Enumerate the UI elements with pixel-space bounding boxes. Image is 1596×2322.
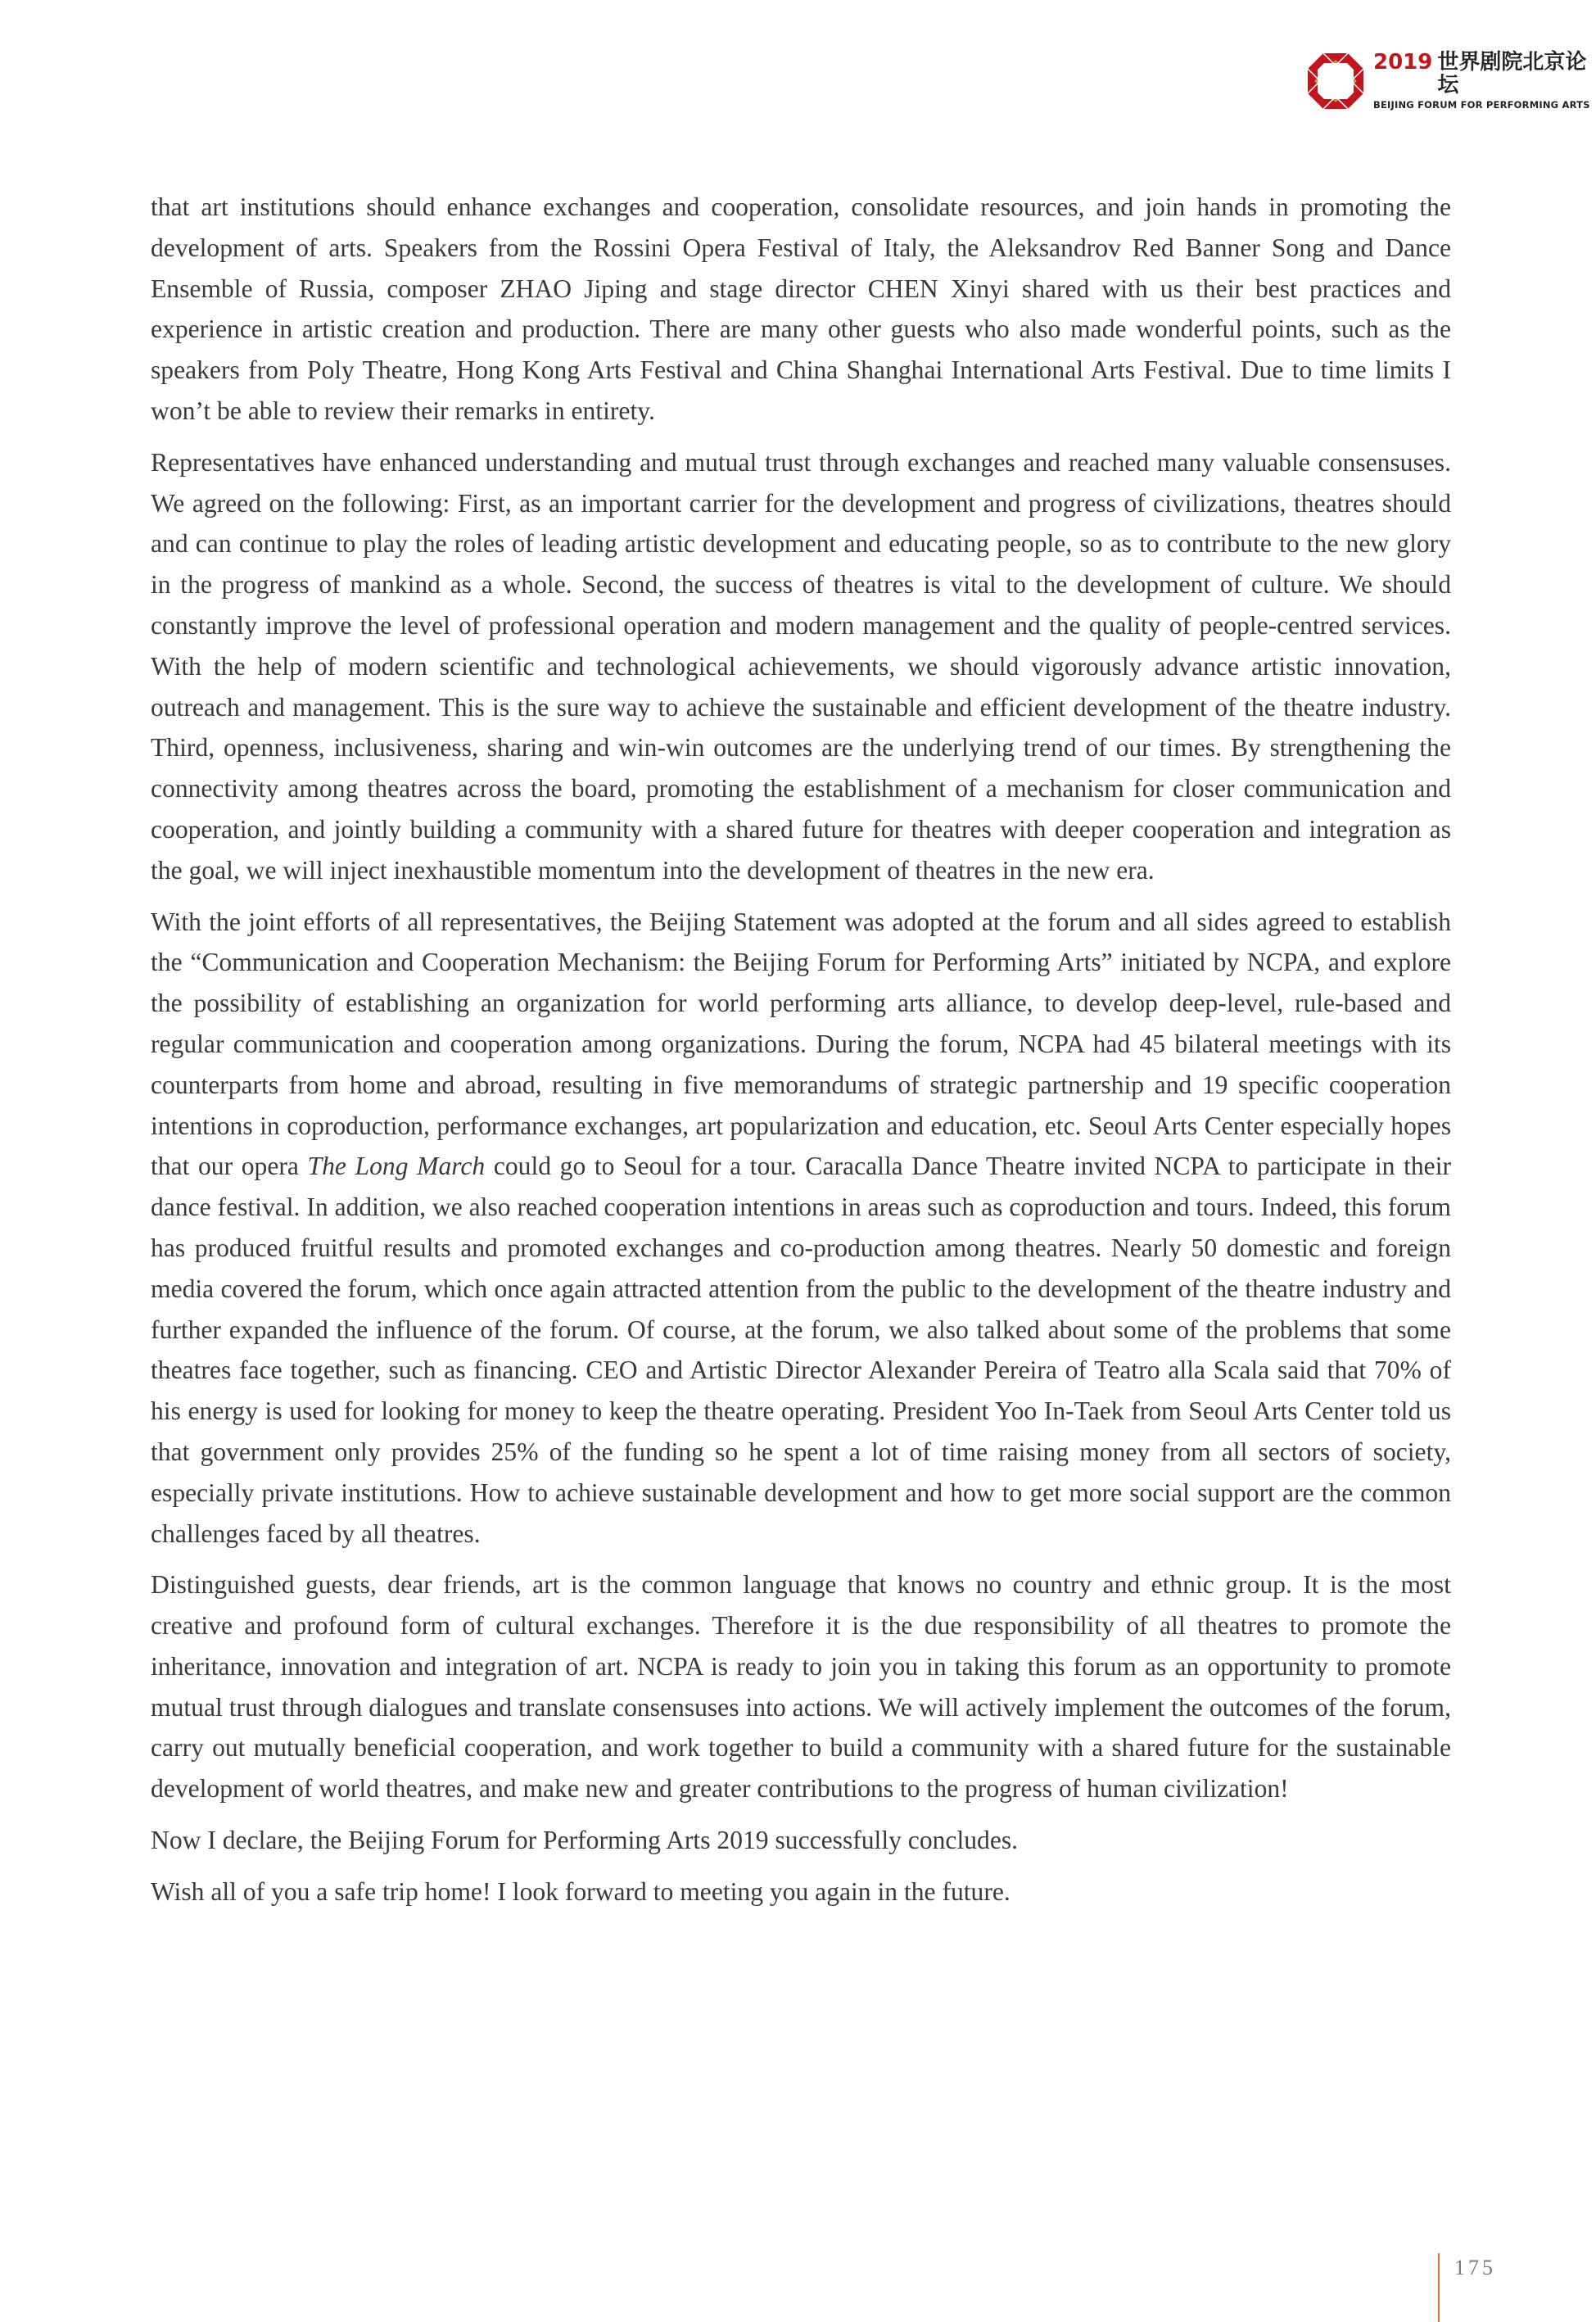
opera-title: The Long March: [307, 1152, 486, 1181]
forum-logo: [1306, 51, 1596, 111]
paragraph-text: could go to Seoul for a tour. Caracalla Dance Theatre invited NCPA to participate in their dance festival. In addition, we also reached cooperation intentions in areas such as coproduction and tours. Indeed, this forum has produced fruitful results and promoted exchanges and co-production among theatres. Nearly 50 domestic and foreign media covered the forum, which once again attracted attention from the public to the development of the theatre industry and further expanded the influence of the forum. Of course, at the forum, we also talked about some of the problems that some theatres face together, such as financing. CEO and Artistic Director Alexander Pereira of Teatro alla Scala said that 70% of his energy is used for looking for money to keep the theatre operating. President Yoo In-Taek from Seoul Arts Center told us that government only provides 25% of the funding so he spent a lot of time raising money from all sectors of society, especially private institutions. How to achieve sustainable development and how to get more social support are the common challenges faced by all theatres.: [151, 1152, 1451, 1548]
octagon-lattice-logo-icon: [1306, 52, 1365, 111]
paragraph-text: With the joint efforts of all representatives, the Beijing Statement was adopted at the forum and all sides agreed to establish the “Communication and Cooperation Mechanism: the Beijing Forum for Performing Arts” initiated by NCPA, and explore the possibility of establishing an organization for world performing arts alliance, to develop deep-level, rule-based and regular communication and cooperation among organizations. During the forum, NCPA had 45 bilateral meetings with its counterparts from home and abroad, resulting in five memorandums of strategic partnership and 19 specific cooperation intentions in coproduction, performance exchanges, art popularization and education, etc. Seoul Arts Center especially hopes that our opera: [151, 907, 1451, 1181]
paragraph: [151, 902, 1451, 1555]
logo-year: 2019: [1373, 50, 1433, 75]
paragraph: that art institutions should enhance exchanges and cooperation, consolidate resources, and join hands in promoting the development of arts. Speakers from the Rossini Opera Festival of Italy, the Aleksandrov Red Banner Song and Dance Ensemble of Russia, composer ZHAO Jiping and stage director CHEN Xinyi shared with us their best practices and experience in artistic creation and production. There are many other guests who also made wonderful points, such as the speakers from Poly Theatre, Hong Kong Arts Festival and China Shanghai International Arts Festival. Due to time limits I won’t be able to review their remarks in entirety.: [151, 192, 1451, 425]
logo-title-cn: 世界剧院北京论坛: [1437, 50, 1587, 97]
page-number: 175: [1454, 2256, 1496, 2279]
document-body: [151, 187, 1451, 1923]
page-number-divider: [1438, 2253, 1496, 2322]
paragraph: Distinguished guests, dear friends, art is the common language that knows no country and ethnic group. It is the most creative and profound form of cultural exchanges. Therefore it is the due responsibility of all theatres to promote the inheritance, innovation and integration of art. NCPA is ready to join you in taking this forum as an opportunity to promote mutual trust through dialogues and translate consensuses into actions. We will actively implement the outcomes of the forum, carry out mutually beneficial cooperation, and work together to build a community with a shared future for the sustainable development of world theatres, and make new and greater contributions to the progress of human civilization!: [151, 1570, 1451, 1804]
paragraph: Wish all of you a safe trip home! I look forward to meeting you again in the future.: [151, 1876, 1010, 1906]
paragraph: Representatives have enhanced understanding and mutual trust through exchanges and reached many valuable consensuses. We agreed on the following: First, as an important carrier for the development and progress of civilizations, theatres should and can continue to play the roles of leading artistic development and educating people, so as to contribute to the new glory in the progress of mankind as a whole. Second, the success of theatres is vital to the development of culture. We should constantly improve the level of professional operation and modern management and the quality of people-centred services. With the help of modern scientific and technological achievements, we should vigorously advance artistic innovation, outreach and management. This is the sure way to achieve the sustainable and efficient development of the theatre industry. Third, openness, inclusiveness, sharing and win-win outcomes are the underlying trend of our times. By strengthening the connectivity among theatres across the board, promoting the establishment of a mechanism for closer communication and cooperation, and jointly building a community with a shared future for theatres with deeper cooperation and integration as the goal, we will inject inexhaustible momentum into the development of theatres in the new era.: [151, 447, 1451, 885]
paragraph: Now I declare, the Beijing Forum for Performing Arts 2019 successfully concludes.: [151, 1826, 1019, 1855]
logo-subtitle: BEIJING FORUM FOR PERFORMING ARTS: [1373, 99, 1590, 111]
